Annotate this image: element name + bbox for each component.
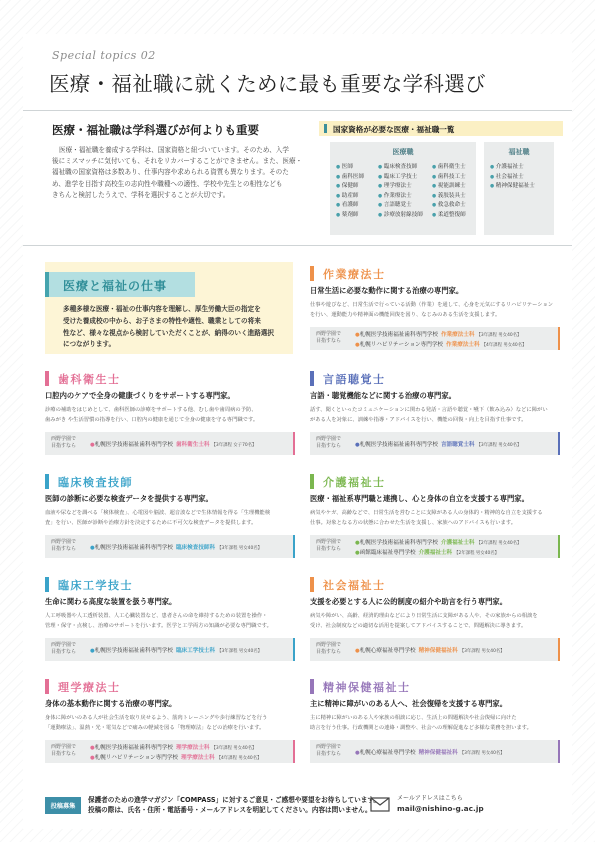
school-label: 西野学園で 目指すなら (51, 744, 77, 757)
card-headline: 身体の基本動作に関する治療の専門家。 (45, 699, 177, 708)
special-topics-label: Special topics 02 (52, 49, 156, 62)
intro-box-text: 多種多様な医療・福祉の仕事内容を理解し、厚生労働大臣の指定を 受けた養成校の中から、お子さまの特性や適性、職業としての将来 性など、様々な視点から検討していただくことが、納得のいく進路選択 につながります。 (63, 305, 274, 349)
license-list-title: 国家資格が必要な医療・福祉職一覧 (319, 121, 563, 136)
medical-welfare-intro-box (45, 262, 293, 354)
card-headline: 主に精神に障がいのある人へ、社会復帰を支援する専門家。 (310, 699, 508, 708)
title-divider (23, 110, 572, 111)
license-list-box (319, 121, 563, 241)
welfare-header: 福祉職 (508, 148, 530, 156)
card-title: 作業療法士 (310, 266, 386, 281)
school-label: 西野学園で 目指すなら (51, 642, 77, 655)
school-label: 西野学園で 目指すなら (316, 539, 342, 552)
card-physical-therapist (45, 679, 295, 770)
card-body: 人工呼吸器や人工透析装置、人工心臓装置など、患者さんの命を維持するための装置を操作・ 管理・保守・点検し、治療のサポートを行います。医学と工学両方の知識が必要な専門職です。 (45, 613, 272, 629)
school-row[interactable]: ●札幌医学技術福祉歯科専門学校 理学療法士科 【3年課程 男女40名】 (90, 744, 257, 751)
card-headline: 支援を必要とする人に公的制度の紹介や助言を行う専門家。 (310, 597, 508, 606)
card-title: 臨床検査技師 (45, 474, 133, 489)
school-box (310, 740, 560, 763)
school-row[interactable]: ●札幌医学技術福祉歯科専門学校 歯科衛生士科 【3年課程 女子70名】 (90, 441, 257, 448)
school-box (45, 740, 295, 763)
card-speech-therapist (310, 371, 560, 462)
school-row[interactable]: ●札幌医学技術福祉歯科専門学校 言語聴覚士科 【3年課程 男女40名】 (355, 441, 522, 448)
mail-label: メールアドレスはこちら (397, 795, 463, 802)
school-row[interactable]: ●札幌リハビリテーション専門学校 理学療法士科 【4年課程 男女40名】 (90, 754, 262, 761)
school-row[interactable]: ●札幌医学技術福祉歯科専門学校 臨床検査技師科 【3年課程 男女40名】 (90, 544, 263, 551)
school-label: 西野学園で 目指すなら (316, 331, 342, 344)
school-box (310, 535, 560, 558)
card-title: 社会福祉士 (310, 577, 386, 592)
card-body: 主に精神に障がいのある人や家族の相談に応じ、生活上の問題解決や社会復帰に向けた 助言を行う仕事。行政機関との連絡・調整や、社会への理解促進など多様な業務を担います。 (310, 715, 532, 731)
school-row[interactable]: ●札幌心療福祉専門学校 精神保健福祉科 【3年課程 男女40名】 (355, 749, 505, 756)
page (23, 34, 572, 829)
card-title: 精神保健福祉士 (310, 679, 411, 694)
card-title: 臨床工学技士 (45, 577, 133, 592)
card-body: 血液や尿などを調べる「検体検査」、心電図や脳波、超音波などで生体情報を得る「生理機能検 査」を行い、医師が診断や治療方針を決定するために不可欠な検査データを提供します。 (45, 510, 271, 526)
card-body: 仕事や遊びなど、日常生活で行っている活動（作業）を通して、心身を元気にするリハビリテーション を行い、運動能力や精神面の機能回復を図り、なじみのある生活を支援します。 (310, 302, 554, 318)
intro-box-title: 医療と福祉の仕事 (45, 272, 195, 297)
card-body: 身体に障がいのある人が社会生活を取り戻せるよう、筋肉トレーニングや歩行練習などを行う 「運動療法」、温熱・光・電気などで痛みの軽減を図る「物理療法」などの治療を行います。 (45, 715, 268, 731)
school-box (45, 535, 295, 558)
welfare-column: ● 介護福祉士 ● 社会福祉士 ● 精神保健福祉士 (490, 163, 535, 192)
school-box (310, 432, 560, 455)
mail-icon (370, 797, 390, 812)
card-psychiatric-social-worker (310, 679, 560, 770)
school-label: 西野学園で 目指すなら (316, 744, 342, 757)
card-title: 介護福祉士 (310, 474, 386, 489)
medical-column-2: ● 臨床検査技師 ● 臨床工学技士 ● 理学療法士 ● 作業療法士 ● 言語聴覚士 ● 診療放射線技師 (378, 163, 423, 221)
intro-text: 医療・福祉職を養成する学科は、国家資格と紐づいています。そのため、入学 後にミスマッチに気付いても、それをリカバーすることができません。また、医療・ 福祉職の国家資格は多数あり、仕事内容や求められる資質も異なります。そのた め、進学を目指す高校生の志向性や職種への適性、学校や先生との相性なども きちんと検討したうえで、学科を選択することが大切です。 (52, 146, 303, 199)
card-body: 診療の補助をはじめとして、歯科医師の診療をサポートする他、むし歯や歯周病の予防、 歯みがき や生活習慣の指導を行い、口腔内の健康を通じて全身の健康を守る専門職です。 (45, 407, 259, 423)
school-box (45, 432, 295, 455)
school-label: 西野学園で 目指すなら (316, 436, 342, 449)
card-headline: 日常生活に必要な動作に関する治療の専門家。 (310, 286, 464, 295)
school-row[interactable]: ●札幌心療福祉専門学校 精神保健福祉科 【3年課程 男女40名】 (355, 647, 505, 654)
card-care-worker (310, 474, 560, 565)
card-body: 話す、聞くといったコミュニケーションに関わる発話・言語や聴覚・嚥下（飲み込み）などに障がい がある人を対象に、訓練や指導・アドバイスを行い、機能の回復・向上を目指す仕事です。 (310, 407, 548, 423)
mail-info (397, 794, 484, 814)
welfare-license-group (484, 142, 554, 235)
school-label: 西野学園で 目指すなら (51, 436, 77, 449)
card-title: 言語聴覚士 (310, 371, 386, 386)
footer-text: 保護者のための進学マガジン「COMPASS」に対するご意見・ご感想や要望をお待ちしています。 投稿の際は、氏名・住所・電話番号・メールアドレスを明記してください。内容は問いません。 (88, 796, 380, 814)
card-medical-technologist (45, 474, 295, 565)
school-label: 西野学園で 目指すなら (51, 539, 77, 552)
school-box (310, 638, 560, 661)
medical-license-group (330, 142, 476, 235)
card-clinical-engineer (45, 577, 295, 668)
page-title: 医療・福祉職に就くために最も重要な学科選び (49, 72, 486, 96)
intro-heading: 医療・福祉職は学科選びが何よりも重要 (52, 123, 259, 137)
card-headline: 口腔内のケアで全身の健康づくりをサポートする専門家。 (45, 391, 235, 400)
medical-column-3: ● 歯科衛生士 ● 歯科技工士 ● 視能訓練士 ● 義肢装具士 ● 救急救命士 ● 柔道整復師 (432, 163, 466, 221)
card-title: 歯科衛生士 (45, 371, 121, 386)
card-headline: 生命に関わる高度な装置を扱う専門家。 (45, 597, 177, 606)
card-body: 病気やケガ、高齢などで、日常生活を営むことに支障がある人の身体的・精神的な自立を支援する 仕事。対象となる方の状態に合わせた生活を支援し、家族へのアドバイスも行います。 (310, 510, 543, 526)
card-headline: 言語・聴覚機能などに関する治療の専門家。 (310, 391, 456, 400)
school-box (310, 327, 560, 350)
card-body: 病気や障がい、高齢、経済的理由などにより日常生活に支障がある人や、その家族からの相談を 受け、社会制度などの適切な活用を提案してアドバイスすることで、問題解決に導きます。 (310, 613, 538, 629)
card-occupational-therapist (310, 266, 560, 357)
footer (45, 794, 563, 818)
card-title: 理学療法士 (45, 679, 121, 694)
school-label: 西野学園で 目指すなら (316, 642, 342, 655)
school-row[interactable]: ●札幌医学技術福祉歯科専門学校 作業療法士科 【3年課程 男女40名】 (355, 331, 522, 338)
card-headline: 医療・福祉系専門職と連携し、心と身体の自立を支援する専門家。 (310, 494, 529, 503)
school-row[interactable]: ●函館臨床福祉専門学校 介護福祉士科 【2年課程 男女40名】 (355, 549, 500, 556)
school-row[interactable]: ●札幌医学技術福祉歯科専門学校 介護福祉士科 【2年課程 男女40名】 (355, 539, 522, 546)
card-headline: 医師の診断に必要な検査データを提供する専門家。 (45, 494, 213, 503)
school-row[interactable]: ●札幌医学技術福祉歯科専門学校 臨床工学技士科 【3年課程 男女40名】 (90, 647, 263, 654)
section-divider (23, 245, 572, 246)
medical-header: 医療職 (392, 148, 414, 156)
submission-label: 投稿募集 (45, 797, 81, 814)
card-social-worker (310, 577, 560, 668)
school-box (45, 638, 295, 661)
mail-address-link[interactable]: mail@nishino-g.ac.jp (397, 803, 484, 813)
school-row[interactable]: ●札幌リハビリテーション専門学校 作業療法士科 【4年課程 男女40名】 (355, 341, 527, 348)
card-dental-hygienist (45, 371, 295, 462)
medical-column-1: ● 医師 ● 歯科医師 ● 保健師 ● 助産師 ● 看護師 ● 薬剤師 (336, 163, 364, 221)
